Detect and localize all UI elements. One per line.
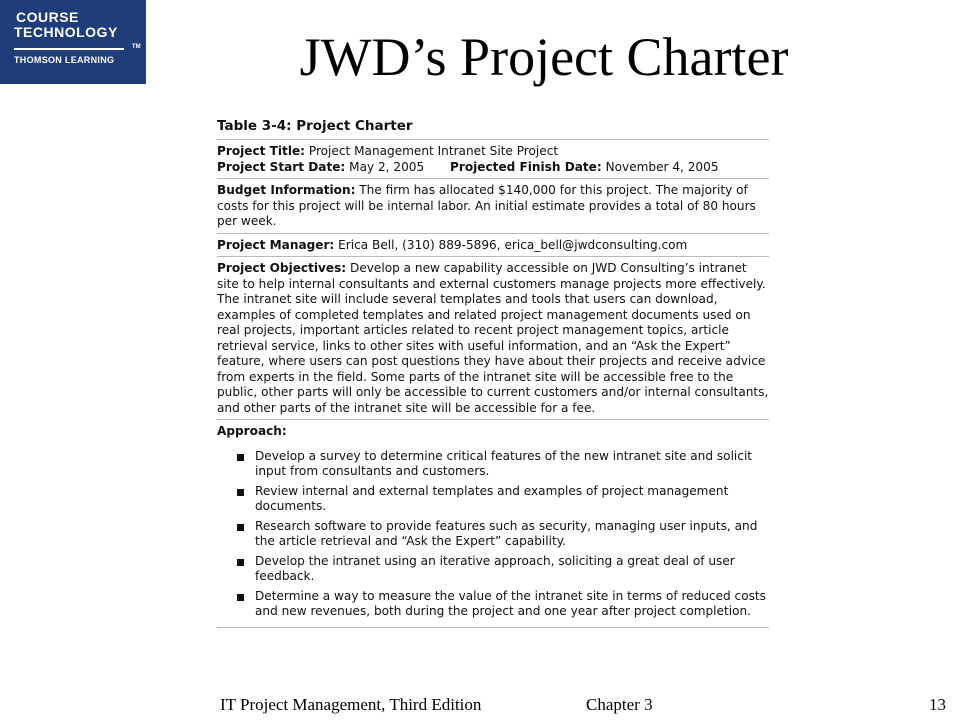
square-bullet-icon [237,454,244,461]
manager-value: Erica Bell, (310) 889-5896, erica_bell@jwdconsulting.com [338,237,688,252]
logo-line-2: TECHNOLOGY [14,24,118,40]
project-charter-table [217,118,769,628]
square-bullet-icon [237,524,244,531]
approach-item-text: Develop the intranet using an iterative approach, soliciting a great deal of user feedback. [255,553,735,583]
dates-row [217,160,769,176]
logo-line-1: COURSE [16,9,79,25]
manager-section [217,234,769,258]
approach-section [217,420,769,628]
logo-line-3: THOMSON LEARNING [14,55,115,65]
project-title-row [217,144,769,160]
finish-date-label: Projected Finish Date: [450,159,602,174]
footer-book-title: IT Project Management, Third Edition [220,695,482,714]
approach-item [217,589,769,620]
logo-trademark: TM [132,44,141,50]
finish-date-value: November 4, 2005 [605,159,719,174]
approach-item [217,519,769,550]
approach-item [217,554,769,585]
approach-item [217,484,769,515]
project-title-label: Project Title: [217,144,306,158]
approach-item [217,449,769,480]
manager-label: Project Manager: [217,237,335,252]
objectives-section [217,257,769,420]
square-bullet-icon [237,559,244,566]
square-bullet-icon [237,489,244,496]
budget-section [217,179,769,234]
slide-title: JWD’s Project Charter [299,27,789,87]
footer-page-number: 13 [929,695,946,714]
budget-label: Budget Information: [217,183,356,197]
approach-item-text: Review internal and external templates and examples of project management documents. [255,483,729,513]
approach-item-text: Determine a way to measure the value of the intranet site in terms of reduced costs and new revenues, both during the project and one year after project completion. [255,588,766,618]
project-title-value: Project Management Intranet Site Project [308,144,559,158]
objectives-value: Develop a new capability accessible on JWD Consulting’s intranet site to help internal consultants and external customers manage projects more effectively. The intranet site will include several templates and tools that users can download, examples of completed templates and related project management documents used on real projects, important articles related to recent project management topics, article retrieval service, links to other sites with useful information, and an “Ask the Expert” feature, where users can post questions they have about their projects and receive advice from experts in the field. Some parts of the intranet site will be accessible free to the public, other parts will only be accessible to current customers and/or internal consultants, and other parts of the intranet site will be accessible for a fee. [217,261,769,415]
objectives-label: Project Objectives: [217,261,347,275]
square-bullet-icon [237,594,244,601]
start-date-value: May 2, 2005 [349,159,425,174]
approach-list [217,449,769,620]
approach-item-text: Research software to provide features such as security, managing user inputs, and the article retrieval and “Ask the Expert” capability. [255,518,758,548]
title-dates-section [217,140,769,179]
table-caption: Table 3-4: Project Charter [217,118,769,140]
approach-label: Approach: [217,424,287,438]
approach-item-text: Develop a survey to determine critical features of the new intranet site and solicit input from consultants and customers. [255,448,753,478]
footer-chapter: Chapter 3 [586,695,653,714]
start-date-label: Project Start Date: [217,159,346,174]
budget-value: The firm has allocated $140,000 for this project. The majority of costs for this project will be internal labor. An initial estimate provides a total of 80 hours per week. [217,183,756,228]
